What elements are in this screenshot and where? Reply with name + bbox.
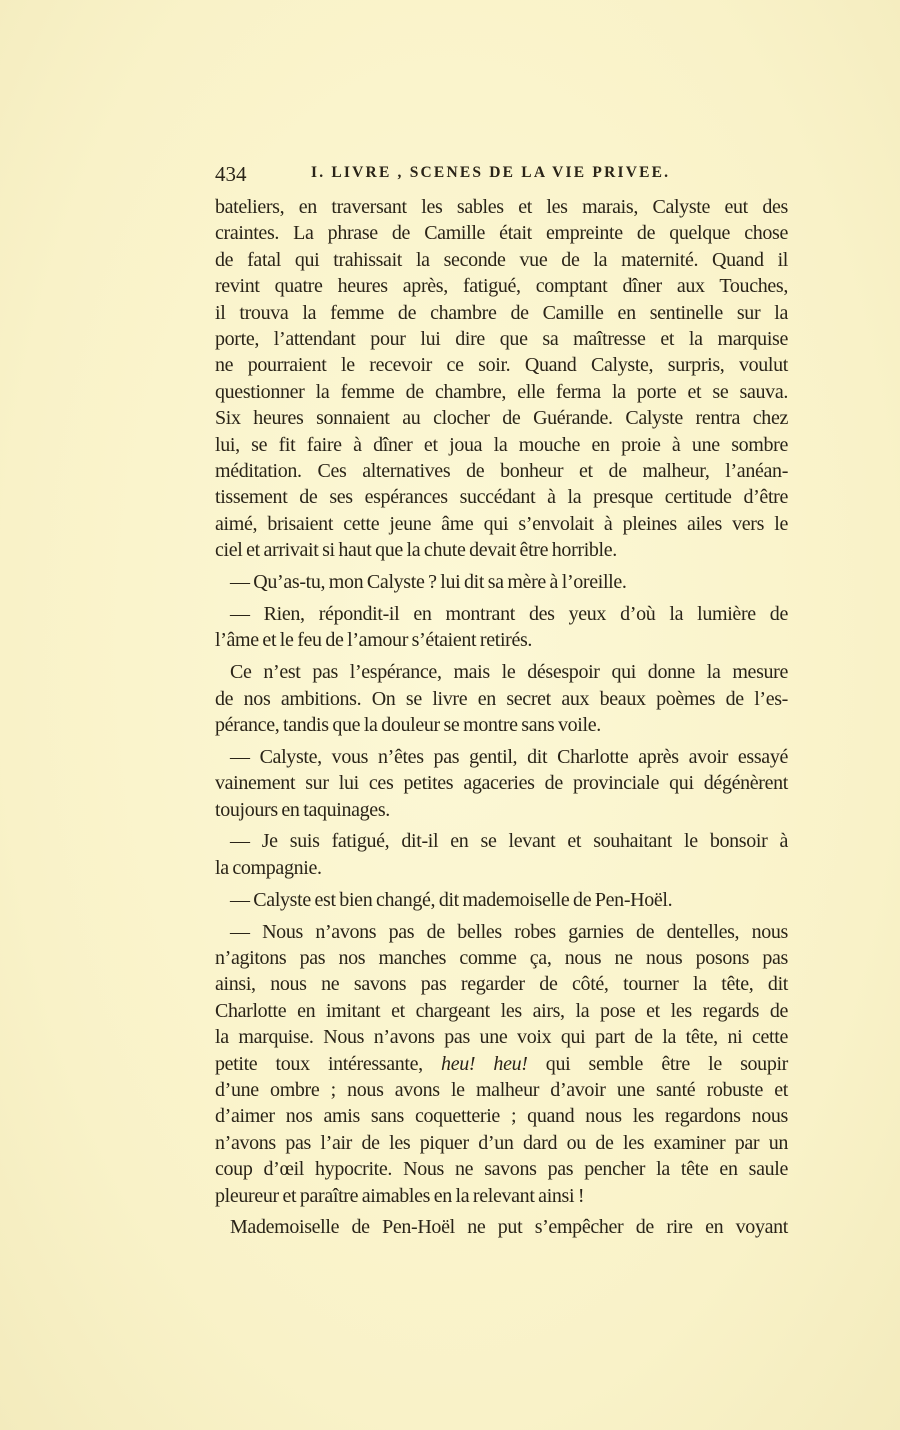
- text-line: Six heures sonnaient au clocher de Guérande. Calyste rentra chez: [215, 407, 788, 430]
- text-line: — Nous n’avons pas de belles robes garnies de dentelles, nous: [230, 920, 788, 943]
- text-line: méditation. Ces alternatives de bonheur et de malheur, l’anéan-: [215, 459, 788, 482]
- text-line: porte, l’attendant pour lui dire que sa maîtresse et la marquise: [215, 327, 788, 350]
- text-line: ainsi, nous ne savons pas regarder de côté, tourner la tête, dit: [215, 973, 788, 996]
- text-line: — Calyste est bien changé, dit mademoiselle de Pen-Hoël.: [230, 888, 673, 911]
- paragraph: [215, 1214, 788, 1240]
- text-segment: petite toux intéressante,: [215, 1052, 442, 1075]
- text-line: — Calyste, vous n’êtes pas gentil, dit Charlotte après avoir essayé: [230, 745, 788, 768]
- text-line: tissement de ses espérances succédant à la presque certitude d’être: [215, 486, 788, 509]
- paragraph: [215, 919, 788, 1209]
- paragraph: [215, 194, 788, 563]
- text-line: la compagnie.: [215, 856, 322, 879]
- paragraph: [215, 569, 788, 595]
- paragraph: [215, 659, 788, 738]
- text-line: vainement sur lui ces petites agaceries de provinciale qui dégénèrent: [215, 772, 788, 795]
- italic-text: heu! heu!: [441, 1052, 528, 1075]
- text-line: de fatal qui trahissait la seconde vue de la maternité. Quand il: [215, 248, 788, 271]
- text-line: pérance, tandis que la douleur se montre sans voile.: [215, 713, 601, 736]
- text-line: ne pourraient le recevoir ce soir. Quand Calyste, surpris, voulut: [215, 354, 788, 377]
- text-line: — Je suis fatigué, dit-il en se levant et souhaitant le bonsoir à: [230, 830, 788, 853]
- text-line: la marquise. Nous n’avons pas une voix qui part de la tête, ni cette: [215, 1026, 788, 1049]
- paragraph: [215, 828, 788, 881]
- text-line: questionner la femme de chambre, elle ferma la porte et se sauva.: [215, 380, 788, 403]
- text-line: bateliers, en traversant les sables et les marais, Calyste eut des: [215, 196, 788, 218]
- paragraph: [215, 887, 788, 913]
- paragraph: [215, 744, 788, 823]
- paragraph: [215, 601, 788, 654]
- text-line: n’agitons pas nos manches comme ça, nous ne nous posons pas: [215, 947, 788, 970]
- text-line: n’avons pas l’air de les piquer d’un dard ou de les examiner par un: [215, 1131, 788, 1154]
- running-title: I. LIVRE , SCENES DE LA VIE PRIVEE.: [311, 164, 671, 181]
- text-line: pleureur et paraître aimables en la relevant ainsi !: [215, 1184, 585, 1207]
- text-line: lui, se fit faire à dîner et joua la mouche en proie à une sombre: [215, 433, 788, 456]
- text-line: l’âme et le feu de l’amour s’étaient retirés.: [215, 629, 533, 652]
- text-line: [215, 1051, 788, 1077]
- text-line: d’aimer nos amis sans coquetterie ; quand nous les regardons nous: [215, 1105, 788, 1128]
- text-line: ciel et arrivait si haut que la chute devait être horrible.: [215, 539, 617, 562]
- page-body-text: [215, 194, 788, 1246]
- text-line: Charlotte en imitant et chargeant les airs, la pose et les regards de: [215, 999, 788, 1022]
- text-line: de nos ambitions. On se livre en secret aux beaux poèmes de l’es-: [215, 687, 788, 710]
- text-line: revint quatre heures après, fatigué, comptant dîner aux Touches,: [215, 275, 788, 298]
- text-line: Ce n’est pas l’espérance, mais le désespoir qui donne la mesure: [230, 661, 788, 684]
- page-number: 434: [215, 162, 247, 186]
- text-line: coup d’œil hypocrite. Nous ne savons pas pencher la tête en saule: [215, 1158, 788, 1181]
- text-line: Mademoiselle de Pen-Hoël ne put s’empêcher de rire en voyant: [230, 1216, 788, 1239]
- text-line: il trouva la femme de chambre de Camille en sentinelle sur la: [215, 301, 788, 324]
- page-header: [215, 162, 788, 188]
- text-line: aimé, brisaient cette jeune âme qui s’envolait à pleines ailes vers le: [215, 512, 788, 535]
- text-line: toujours en taquinages.: [215, 798, 390, 821]
- text-line: — Rien, répondit-il en montrant des yeux d’où la lumière de: [230, 602, 788, 625]
- text-segment: qui semble être le soupir: [527, 1052, 788, 1075]
- text-line: d’une ombre ; nous avons le malheur d’avoir une santé robuste et: [215, 1079, 788, 1101]
- text-line: craintes. La phrase de Camille était empreinte de quelque chose: [215, 222, 788, 245]
- text-line: — Qu’as-tu, mon Calyste ? lui dit sa mère à l’oreille.: [230, 570, 627, 593]
